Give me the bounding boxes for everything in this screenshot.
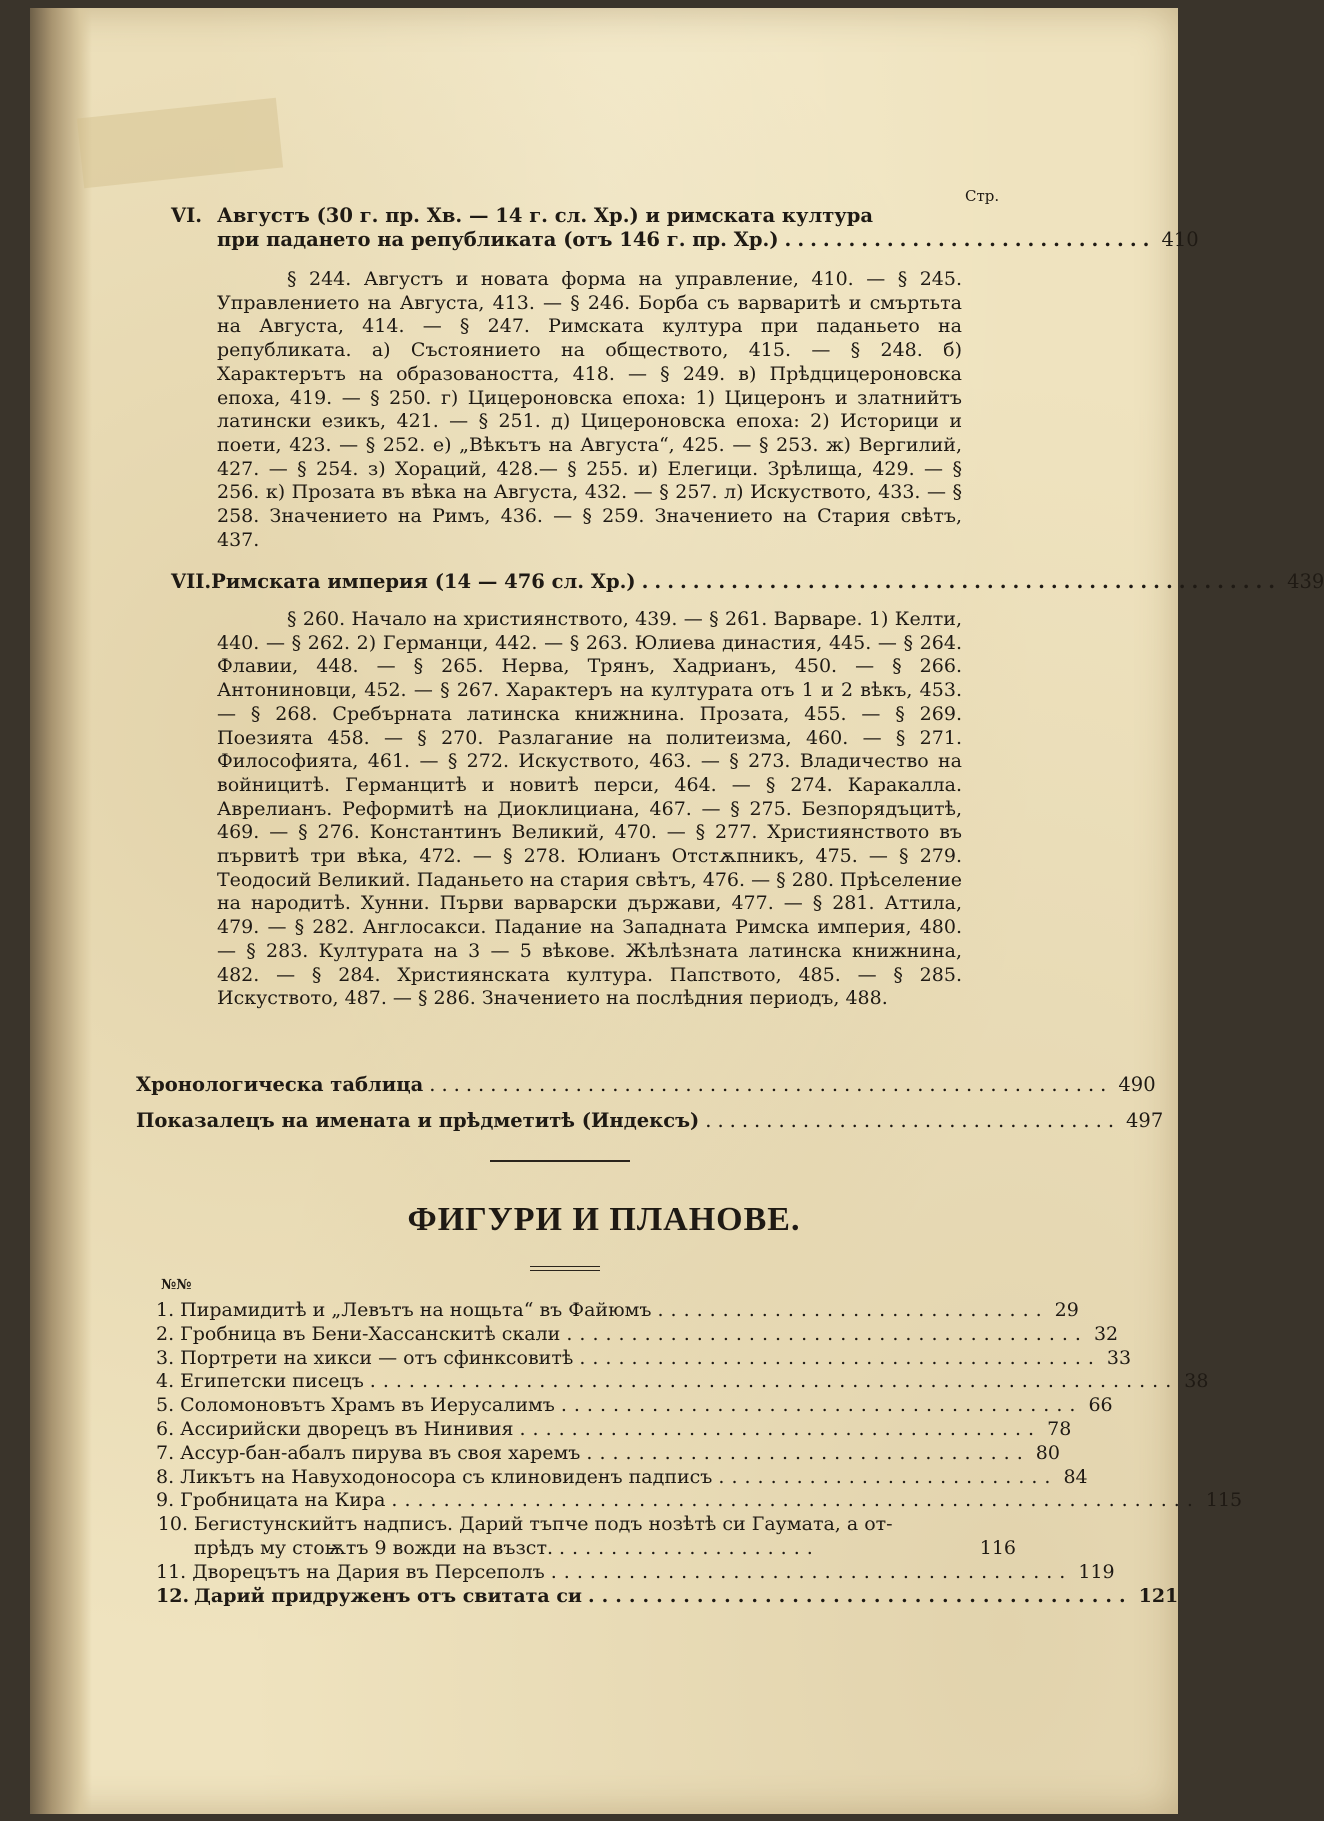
section-heading — [171, 570, 1324, 594]
figure-entry — [156, 1298, 1079, 1322]
toc-entry — [136, 1109, 1164, 1133]
figure-title: Дворецътъ на Дария въ Персеполъ — [192, 1560, 545, 1583]
page-number: 29 — [1054, 1299, 1079, 1321]
figure-title: прѣдъ му стоѭтъ 9 вожди на възст. — [194, 1537, 553, 1560]
page-number: 115 — [1205, 1489, 1243, 1512]
figure-entry — [156, 1441, 1060, 1465]
figure-title: Египетски писецъ — [180, 1370, 364, 1393]
figure-title: Портрети на хикси — отъ сфинксовитѣ — [180, 1346, 574, 1369]
figure-entry — [156, 1584, 1179, 1608]
figure-title: Ликътъ на Навуходоносора съ клиновиденъ падписъ — [180, 1465, 713, 1488]
page-column-label: Стр. — [965, 187, 1000, 205]
page-number: 33 — [1106, 1346, 1132, 1369]
figure-entry — [156, 1417, 1072, 1441]
dot-leader: .............................. — [657, 1299, 1049, 1321]
figure-number: 9. — [156, 1489, 175, 1512]
figure-entry — [156, 1393, 1113, 1417]
figure-number: 11. — [156, 1560, 187, 1583]
page-number: 116 — [979, 1537, 1016, 1560]
section-paragraph: § 260. Начало на християнството, 439. — § 261. Варваре. 1) Келти, 440. — § 262. 2) Германци, 442. — § 263. Юлиева династия, 445. — § 264. Флавии, 448. — § 265. Нерва, Трянъ, Хадрианъ, 450. — § 266. Антониновци, 452. — § 267. Характеръ на културата отъ 1 и 2 вѣкъ, 453. — § 268. Сребърната латинска книжнина. Прозата, 455. — § 269. Поезията 458. — § 270. Разлагание на политеизма, 460. — § 271. Философията, 461. — § 272. Искуството, 463. — § 273. Владичество на войницитѣ. Германцитѣ и новитѣ перси, 464. — § 274. Каракалла. Аврелианъ. Реформитѣ на Диоклициана, 467. — § 275. Безпорядъцитѣ, 469. — § 276. Константинъ Великий, 470. — § 277. Християнството въ първитѣ три вѣка, 472. — § 278. Юлианъ Отстѫпникъ, 475. — § 279. Теодосий Великий. Паданьето на стария свѣтъ, 476. — § 280. Прѣселение на народитѣ. Хунни. Първи варварски държави, 477. — § 281. Аттила, 479. — § 282. Англосакси. Падание на Западната Римска империя, 480. — § 283. Културата на 3 — 5 вѣкове. Жѣлѣзната латинска книжнина, 482. — § 284. Християнската култура. Папството, 485. — § 285. Искуството, 487. — § 286. Значението на послѣдния периодъ, 488. — [217, 608, 962, 1010]
figure-title: Пирамидитѣ и „Левътъ на нощьта“ въ Файюмъ — [180, 1299, 652, 1321]
figure-entry — [156, 1560, 1115, 1584]
dot-leader: .................................. — [586, 1441, 1030, 1464]
figure-entry — [156, 1512, 1016, 1560]
toc-content — [30, 8, 1324, 1814]
figure-number: 6. — [156, 1417, 175, 1440]
heading-underline — [530, 1266, 600, 1271]
figure-title-block — [194, 1512, 1016, 1560]
dot-leader: ........................................ — [550, 1560, 1073, 1583]
figure-entry — [156, 1346, 1132, 1370]
figure-title: Гробница въ Бени-Хассанскитѣ скали — [180, 1322, 561, 1345]
section-title-line: Августъ (30 г. пр. Хв. — 14 г. сл. Хр.) и римската култура — [217, 204, 874, 227]
figure-number: 7. — [156, 1441, 175, 1464]
toc-entry-label: Показалецъ на имената и прѣдметитѣ (Индексъ) — [136, 1109, 700, 1132]
page-number: 121 — [1138, 1584, 1179, 1607]
figure-number: 5. — [156, 1394, 175, 1417]
figure-title-last-line — [194, 1536, 1016, 1560]
figure-number: 10. — [157, 1513, 188, 1536]
dot-leader: ........................................................ — [429, 1073, 1113, 1096]
section-number: VI. — [171, 204, 203, 227]
section-heading — [171, 204, 873, 228]
figure-number: 8. — [156, 1465, 175, 1488]
figure-number: 4. — [156, 1370, 175, 1393]
page-number: 78 — [1047, 1417, 1072, 1440]
dot-leader: .............................................................. — [391, 1489, 1200, 1512]
section-title-line: при падането на републиката (отъ 146 г. пр. Хр.) — [217, 228, 779, 251]
page-number: 38 — [1184, 1370, 1209, 1393]
figure-title: Бегистунскийтъ надписъ. Дарий тъпче подъ нозѣтѣ си Гаумата, а от- — [194, 1513, 893, 1536]
figures-numbering-label: №№ — [161, 1277, 192, 1293]
figure-number: 1. — [156, 1299, 175, 1321]
toc-entry — [136, 1073, 1156, 1097]
section-title-line: Римската империя (14 — 476 сл. Хр.) — [211, 570, 636, 593]
figure-title: Гробницата на Кира — [180, 1489, 386, 1512]
section-divider — [490, 1160, 630, 1162]
dot-leader: ........................................ — [579, 1346, 1101, 1369]
dot-leader: .............................................................. — [369, 1370, 1179, 1393]
figure-entry — [156, 1488, 1243, 1512]
figure-title: Соломоновътъ Храмъ въ Иерусалимъ — [180, 1394, 555, 1417]
figure-number: 3. — [156, 1346, 175, 1369]
dot-leader: ........................................ — [566, 1322, 1088, 1345]
figure-entry — [156, 1369, 1209, 1393]
section-title-row — [217, 228, 1199, 252]
figure-number: 12. — [156, 1584, 190, 1607]
toc-entry-label: Хронологическа таблица — [136, 1073, 424, 1096]
dot-leader: ........................................ — [519, 1417, 1042, 1440]
page-number: 410 — [1161, 228, 1199, 251]
figures-list — [156, 1298, 1243, 1607]
figure-title: Дарий придруженъ отъ свитата си — [194, 1584, 582, 1607]
page-number: 439 — [1287, 570, 1324, 593]
dot-leader: ............................. — [784, 228, 1156, 251]
figure-number: 2. — [156, 1322, 175, 1345]
figure-title: Ассирийски дворецъ въ Нинивия — [180, 1417, 514, 1440]
page-number: 119 — [1078, 1560, 1115, 1583]
figure-title: Ассур-бан-абалъ пирува въ своя харемъ — [180, 1441, 581, 1464]
page-number: 497 — [1126, 1109, 1164, 1132]
page-number: 84 — [1063, 1465, 1088, 1488]
figure-entry — [156, 1465, 1088, 1489]
figures-heading: ФИГУРИ И ПЛАНОВЕ. — [407, 1201, 801, 1238]
dot-leader: .................... — [559, 1537, 820, 1560]
book-page — [30, 8, 1324, 1814]
page-number: 32 — [1093, 1322, 1119, 1345]
page-number: 80 — [1035, 1441, 1060, 1464]
dot-leader: .......................... — [718, 1465, 1058, 1488]
page-number: 66 — [1088, 1394, 1113, 1417]
dot-leader: .................................. — [705, 1109, 1121, 1132]
dot-leader: ........................................ — [560, 1394, 1083, 1417]
dot-leader: ........................................ — [588, 1584, 1133, 1607]
page-number: 490 — [1118, 1073, 1156, 1096]
figure-entry — [156, 1322, 1119, 1346]
section-number: VII. — [171, 570, 212, 593]
dot-leader: .................................................. — [641, 570, 1282, 593]
section-paragraph: § 244. Августъ и новата форма на управление, 410. — § 245. Управлението на Августа, 413. — § 246. Борба съ варваритѣ и смъртьта на Августа, 414. — § 247. Римската култура при паданьето на републиката. а) Състоянието на обществото, 415. — § 248. б) Характерътъ на образоваността, 418. — § 249. в) Прѣдцицероновска епоха, 419. — § 250. г) Цицероновска епоха: 1) Цицеронъ и златнийтъ латински езикъ, 421. — § 251. д) Цицероновска епоха: 2) Историци и поети, 423. — § 252. е) „Вѣкътъ на Августа“, 425. — § 253. ж) Вергилий, 427. — § 254. з) Хораций, 428.— § 255. и) Елегици. Зрѣлища, 429. — § 256. к) Прозата въ вѣка на Августа, 432. — § 257. л) Искуството, 433. — § 258. Значението на Римъ, 436. — § 259. Значението на Стария свѣтъ, 437. — [217, 268, 962, 551]
